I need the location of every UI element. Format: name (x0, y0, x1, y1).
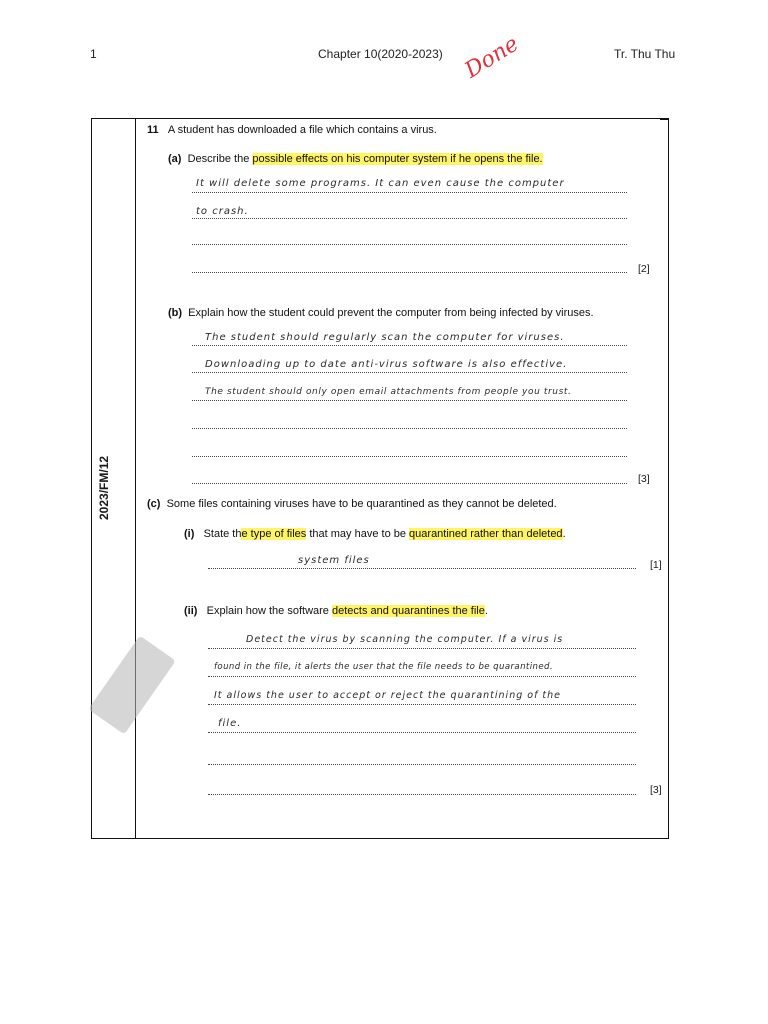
answer-line (208, 764, 636, 765)
frame-corner (660, 119, 669, 128)
handwritten-answer: The student should regularly scan the computer for viruses. (205, 332, 565, 343)
marks-a: [2] (638, 263, 650, 275)
handwritten-answer: The student should only open email attachments from people you trust. (205, 387, 572, 397)
question-stem: 11 A student has downloaded a file which contains a virus. (147, 124, 437, 136)
answer-line (192, 244, 627, 245)
handwritten-answer: system files (298, 555, 370, 566)
answer-line (192, 483, 627, 484)
answer-line (192, 400, 627, 401)
margin-divider (135, 119, 136, 838)
answer-line (192, 372, 627, 373)
part-b-prompt: (b) Explain how the student could prevent the computer from being infected by viruses. (168, 307, 594, 319)
part-c-i-prompt: (i) State the type of files that may have to be quarantined rather than deleted. (184, 528, 566, 540)
marks-b: [3] (638, 473, 650, 485)
highlight: detects and quarantines the file (331, 605, 485, 617)
answer-line (192, 272, 627, 273)
highlight: possible effects on his computer system if he opens the file. (252, 153, 543, 165)
answer-line (192, 192, 627, 193)
page-number: 1 (90, 47, 97, 61)
handwritten-answer: Downloading up to date anti-virus software is also effective. (205, 359, 568, 370)
answer-line (208, 648, 636, 649)
answer-line (208, 704, 636, 705)
answer-line (192, 218, 627, 219)
side-label-wrap (97, 455, 187, 534)
marks-c-i: [1] (650, 559, 662, 571)
handwritten-answer: file. (218, 718, 242, 729)
part-a-prompt: (a) Describe the possible effects on his computer system if he opens the file. (168, 153, 543, 165)
handwritten-answer: It allows the user to accept or reject the quarantining of the (214, 690, 562, 701)
paper-code-label: 2023/FM/12 (97, 455, 111, 520)
author-name: Tr. Thu Thu (614, 47, 676, 61)
chapter-title: Chapter 10(2020-2023) (318, 47, 443, 61)
done-stamp: Done (460, 31, 524, 84)
handwritten-answer: to crash. (196, 206, 249, 217)
highlight: e type of files (241, 528, 307, 540)
answer-line (208, 676, 636, 677)
answer-line (208, 732, 636, 733)
highlight: quarantined rather than deleted (409, 528, 563, 540)
answer-line (192, 345, 627, 346)
handwritten-answer: Detect the virus by scanning the computer. If a virus is (246, 634, 564, 645)
answer-line (192, 456, 627, 457)
handwritten-answer: found in the file, it alerts the user that the file needs to be quarantined. (214, 662, 554, 672)
marks-c-ii: [3] (650, 784, 662, 796)
answer-line (192, 428, 627, 429)
part-c-prompt: (c) Some files containing viruses have to be quarantined as they cannot be deleted. (147, 498, 557, 510)
question-number: 11 (147, 124, 159, 136)
handwritten-answer: It will delete some programs. It can even cause the computer (196, 178, 565, 189)
answer-line (208, 794, 636, 795)
question-frame (91, 118, 669, 839)
part-c-ii-prompt: (ii) Explain how the software detects and quarantines the file. (184, 605, 488, 617)
answer-line (208, 568, 636, 569)
